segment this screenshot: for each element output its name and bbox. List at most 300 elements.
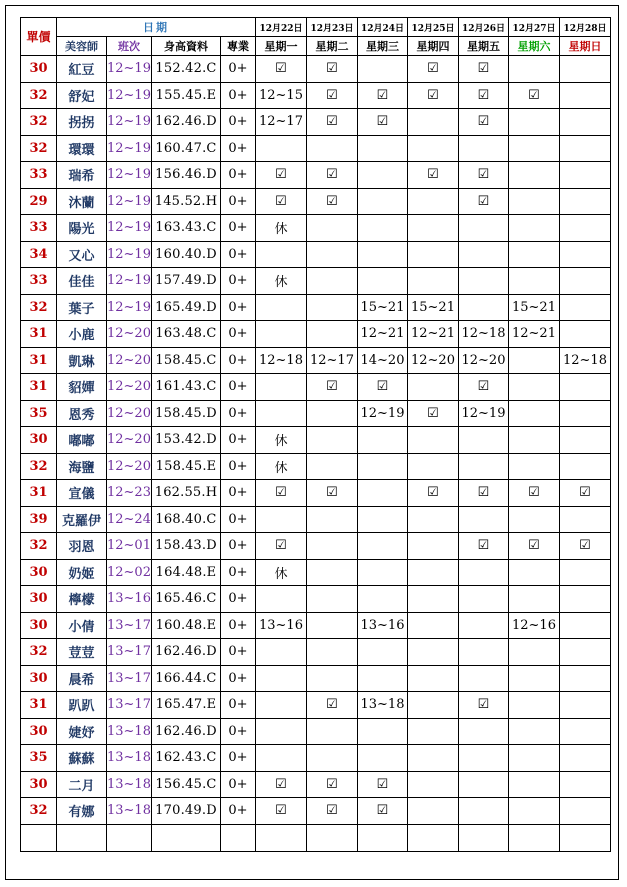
day-cell	[509, 427, 560, 454]
day-cell	[256, 506, 307, 533]
table-row	[21, 586, 611, 613]
pro-cell: 0+	[221, 745, 256, 772]
day-cell: 休	[256, 427, 307, 454]
beautician-name: 宣儀	[57, 480, 107, 507]
day-cell	[509, 665, 560, 692]
day-cell	[307, 294, 358, 321]
day-cell	[459, 559, 509, 586]
shift-cell: 12~01	[107, 533, 152, 560]
day-cell	[560, 453, 611, 480]
day-cell	[307, 745, 358, 772]
day-cell: ☑	[459, 533, 509, 560]
stats-cell: 153.42.D	[152, 427, 221, 454]
day-cell: 12~19	[358, 400, 408, 427]
beautician-name: 環環	[57, 135, 107, 162]
day-cell	[509, 400, 560, 427]
pro-cell: 0+	[221, 533, 256, 560]
pro-cell: 0+	[221, 56, 256, 83]
day-cell	[560, 188, 611, 215]
table-row	[21, 188, 611, 215]
table-row	[21, 427, 611, 454]
day-cell	[358, 56, 408, 83]
day-cell	[459, 586, 509, 613]
price-cell: 39	[21, 506, 57, 533]
day-cell	[408, 692, 459, 719]
stats-cell: 157.49.D	[152, 268, 221, 295]
day-cell	[408, 109, 459, 136]
day-cell	[560, 586, 611, 613]
day-cell: 13~16	[256, 612, 307, 639]
table-row	[21, 453, 611, 480]
pro-cell: 0+	[221, 771, 256, 798]
price-cell: 35	[21, 400, 57, 427]
day-cell	[560, 559, 611, 586]
price-cell: 31	[21, 480, 57, 507]
day-cell: ☑	[256, 533, 307, 560]
table-row	[21, 135, 611, 162]
shift-cell: 12~19	[107, 135, 152, 162]
beautician-name: 荳荳	[57, 639, 107, 666]
day-cell: ☑	[408, 82, 459, 109]
pro-cell: 0+	[221, 665, 256, 692]
price-cell: 30	[21, 718, 57, 745]
stats-cell: 162.46.D	[152, 718, 221, 745]
stats-cell: 170.49.D	[152, 798, 221, 825]
date-header: 日期	[57, 18, 256, 37]
date-col-1: 12月22日	[256, 18, 307, 37]
price-cell: 31	[21, 692, 57, 719]
day-cell: ☑	[358, 374, 408, 401]
shift-cell: 12~20	[107, 427, 152, 454]
pro-cell: 0+	[221, 294, 256, 321]
day-cell	[358, 718, 408, 745]
empty-cell	[307, 824, 358, 851]
day-cell	[307, 241, 358, 268]
day-cell	[509, 798, 560, 825]
day-cell: ☑	[408, 400, 459, 427]
table-row	[21, 109, 611, 136]
pro-cell: 0+	[221, 321, 256, 348]
beautician-name: 海鹽	[57, 453, 107, 480]
price-header: 單價	[21, 18, 57, 56]
day-cell: ☑	[358, 798, 408, 825]
table-row	[21, 56, 611, 83]
shift-cell: 12~19	[107, 109, 152, 136]
table-row	[21, 347, 611, 374]
day-cell	[509, 745, 560, 772]
shift-cell: 12~19	[107, 82, 152, 109]
day-cell: ☑	[256, 56, 307, 83]
day-cell	[509, 771, 560, 798]
day-cell: 14~20	[358, 347, 408, 374]
table-row	[21, 400, 611, 427]
weekday-tue: 星期二	[307, 37, 358, 56]
stats-cell: 165.46.C	[152, 586, 221, 613]
day-cell	[509, 453, 560, 480]
day-cell	[408, 453, 459, 480]
day-cell: ☑	[307, 188, 358, 215]
beautician-name: 小鹿	[57, 321, 107, 348]
date-col-3: 12月24日	[358, 18, 408, 37]
day-cell	[408, 639, 459, 666]
table-row	[21, 745, 611, 772]
beautician-name: 瑞希	[57, 162, 107, 189]
day-cell: ☑	[408, 56, 459, 83]
pro-cell: 0+	[221, 612, 256, 639]
price-cell: 34	[21, 241, 57, 268]
pro-cell: 0+	[221, 506, 256, 533]
day-cell	[307, 612, 358, 639]
pro-cell: 0+	[221, 109, 256, 136]
day-cell: ☑	[307, 771, 358, 798]
day-cell	[408, 771, 459, 798]
stats-cell: 158.45.E	[152, 453, 221, 480]
price-cell: 32	[21, 533, 57, 560]
day-cell	[307, 586, 358, 613]
day-cell	[256, 692, 307, 719]
empty-cell	[459, 824, 509, 851]
day-cell	[459, 135, 509, 162]
day-cell: ☑	[459, 692, 509, 719]
shift-cell: 12~19	[107, 215, 152, 242]
day-cell	[560, 771, 611, 798]
beautician-name: 羽恩	[57, 533, 107, 560]
weekday-sun: 星期日	[560, 37, 611, 56]
table-row	[21, 82, 611, 109]
stats-cell: 160.40.D	[152, 241, 221, 268]
stats-cell: 162.43.C	[152, 745, 221, 772]
day-cell: 12~17	[307, 347, 358, 374]
day-cell	[358, 188, 408, 215]
day-cell: ☑	[459, 162, 509, 189]
price-cell: 31	[21, 347, 57, 374]
shift-cell: 12~20	[107, 374, 152, 401]
day-cell: ☑	[358, 109, 408, 136]
day-cell: 休	[256, 559, 307, 586]
price-cell: 35	[21, 745, 57, 772]
day-cell: ☑	[307, 374, 358, 401]
beautician-name: 蘇蘇	[57, 745, 107, 772]
table-row	[21, 374, 611, 401]
stats-cell: 165.49.D	[152, 294, 221, 321]
pro-cell: 0+	[221, 692, 256, 719]
shift-cell: 12~19	[107, 241, 152, 268]
beautician-name: 又心	[57, 241, 107, 268]
stats-cell: 160.47.C	[152, 135, 221, 162]
stats-cell: 164.48.E	[152, 559, 221, 586]
shift-cell: 13~17	[107, 665, 152, 692]
day-cell: ☑	[256, 798, 307, 825]
day-cell	[307, 400, 358, 427]
day-cell: 休	[256, 268, 307, 295]
price-cell: 33	[21, 162, 57, 189]
table-row	[21, 506, 611, 533]
price-cell: 32	[21, 639, 57, 666]
beautician-name: 二月	[57, 771, 107, 798]
day-cell: ☑	[408, 162, 459, 189]
day-cell	[509, 268, 560, 295]
day-cell: ☑	[307, 162, 358, 189]
day-cell	[408, 374, 459, 401]
day-cell	[560, 268, 611, 295]
day-cell: ☑	[459, 188, 509, 215]
day-cell: 15~21	[509, 294, 560, 321]
day-cell	[358, 453, 408, 480]
shift-cell: 12~19	[107, 188, 152, 215]
price-cell: 30	[21, 559, 57, 586]
stats-cell: 156.45.C	[152, 771, 221, 798]
weekday-wed: 星期三	[358, 37, 408, 56]
day-cell	[509, 215, 560, 242]
day-cell	[408, 586, 459, 613]
day-cell: ☑	[408, 480, 459, 507]
day-cell: 13~18	[358, 692, 408, 719]
day-cell	[459, 639, 509, 666]
beautician-name: 沐蘭	[57, 188, 107, 215]
pro-cell: 0+	[221, 400, 256, 427]
day-cell: 12~18	[256, 347, 307, 374]
pro-cell: 0+	[221, 241, 256, 268]
shift-cell: 12~02	[107, 559, 152, 586]
schedule-table	[20, 17, 611, 852]
empty-cell	[107, 824, 152, 851]
day-cell	[408, 268, 459, 295]
price-cell: 32	[21, 135, 57, 162]
day-cell	[358, 162, 408, 189]
day-cell: 12~19	[459, 400, 509, 427]
day-cell: 13~16	[358, 612, 408, 639]
day-cell: ☑	[256, 162, 307, 189]
day-cell	[560, 400, 611, 427]
beautician-name: 晨希	[57, 665, 107, 692]
day-cell: ☑	[459, 82, 509, 109]
day-cell: ☑	[459, 109, 509, 136]
empty-cell	[560, 824, 611, 851]
shift-cell: 13~17	[107, 612, 152, 639]
day-cell	[358, 506, 408, 533]
day-cell	[256, 241, 307, 268]
beautician-name: 婕妤	[57, 718, 107, 745]
day-cell	[256, 400, 307, 427]
pro-cell: 0+	[221, 586, 256, 613]
day-cell	[307, 135, 358, 162]
day-cell	[560, 639, 611, 666]
empty-cell	[408, 824, 459, 851]
beautician-name: 舒妃	[57, 82, 107, 109]
day-cell	[560, 321, 611, 348]
day-cell	[560, 374, 611, 401]
date-col-7: 12月28日	[560, 18, 611, 37]
day-cell	[509, 639, 560, 666]
table-row	[21, 692, 611, 719]
day-cell	[307, 559, 358, 586]
beautician-header: 美容師	[57, 37, 107, 56]
pro-cell: 0+	[221, 798, 256, 825]
beautician-name: 小倩	[57, 612, 107, 639]
shift-cell: 12~19	[107, 294, 152, 321]
day-cell	[408, 533, 459, 560]
day-cell	[307, 453, 358, 480]
stats-cell: 145.52.H	[152, 188, 221, 215]
empty-cell	[256, 824, 307, 851]
day-cell	[459, 718, 509, 745]
day-cell	[459, 215, 509, 242]
day-cell	[256, 586, 307, 613]
day-cell	[459, 665, 509, 692]
day-cell	[560, 215, 611, 242]
empty-cell	[358, 824, 408, 851]
day-cell: ☑	[459, 374, 509, 401]
stats-cell: 152.42.C	[152, 56, 221, 83]
day-cell	[408, 745, 459, 772]
day-cell	[256, 135, 307, 162]
beautician-name: 葉子	[57, 294, 107, 321]
stats-cell: 163.43.C	[152, 215, 221, 242]
beautician-name: 有娜	[57, 798, 107, 825]
day-cell	[560, 82, 611, 109]
schedule-body	[21, 56, 611, 852]
table-row	[21, 798, 611, 825]
beautician-name: 貂嬋	[57, 374, 107, 401]
day-cell: ☑	[509, 82, 560, 109]
pro-cell: 0+	[221, 639, 256, 666]
stats-cell: 161.43.C	[152, 374, 221, 401]
day-cell: 12~15	[256, 82, 307, 109]
shift-header: 班次	[107, 37, 152, 56]
day-cell	[408, 612, 459, 639]
shift-cell: 12~20	[107, 400, 152, 427]
pro-cell: 0+	[221, 453, 256, 480]
stats-cell: 158.43.D	[152, 533, 221, 560]
day-cell	[408, 798, 459, 825]
day-cell: ☑	[256, 480, 307, 507]
day-cell	[560, 506, 611, 533]
day-cell	[560, 665, 611, 692]
shift-cell: 12~19	[107, 268, 152, 295]
day-cell	[560, 692, 611, 719]
shift-cell: 13~18	[107, 771, 152, 798]
shift-cell: 12~20	[107, 347, 152, 374]
empty-cell	[509, 824, 560, 851]
day-cell	[459, 453, 509, 480]
stats-cell: 162.46.D	[152, 109, 221, 136]
pro-cell: 0+	[221, 82, 256, 109]
day-cell	[509, 718, 560, 745]
shift-cell: 13~18	[107, 718, 152, 745]
day-cell	[358, 639, 408, 666]
price-cell: 33	[21, 215, 57, 242]
day-cell	[459, 745, 509, 772]
shift-cell: 12~20	[107, 321, 152, 348]
table-row	[21, 268, 611, 295]
day-cell	[408, 241, 459, 268]
stats-cell: 158.45.D	[152, 400, 221, 427]
day-cell	[509, 109, 560, 136]
day-cell	[408, 135, 459, 162]
day-cell: ☑	[256, 771, 307, 798]
day-cell: 12~20	[408, 347, 459, 374]
day-cell	[307, 639, 358, 666]
day-cell	[256, 294, 307, 321]
table-row	[21, 639, 611, 666]
price-cell: 33	[21, 268, 57, 295]
day-cell	[560, 241, 611, 268]
day-cell: 12~20	[459, 347, 509, 374]
date-col-4: 12月25日	[408, 18, 459, 37]
day-cell	[358, 241, 408, 268]
price-cell: 32	[21, 294, 57, 321]
day-cell	[459, 506, 509, 533]
table-row	[21, 665, 611, 692]
day-cell: ☑	[256, 188, 307, 215]
day-cell: ☑	[509, 480, 560, 507]
day-cell	[307, 321, 358, 348]
day-cell	[509, 692, 560, 719]
day-cell: ☑	[459, 56, 509, 83]
shift-cell: 12~19	[107, 56, 152, 83]
weekday-sat: 星期六	[509, 37, 560, 56]
price-cell: 32	[21, 798, 57, 825]
day-cell: ☑	[307, 798, 358, 825]
day-cell	[358, 586, 408, 613]
day-cell: 休	[256, 215, 307, 242]
day-cell	[560, 745, 611, 772]
date-col-6: 12月27日	[509, 18, 560, 37]
day-cell	[256, 745, 307, 772]
day-cell	[408, 188, 459, 215]
beautician-name: 嘟嘟	[57, 427, 107, 454]
shift-cell: 12~24	[107, 506, 152, 533]
pro-cell: 0+	[221, 427, 256, 454]
day-cell	[459, 294, 509, 321]
price-cell: 30	[21, 586, 57, 613]
stats-cell: 165.47.E	[152, 692, 221, 719]
day-cell	[509, 162, 560, 189]
day-cell	[560, 798, 611, 825]
stats-cell: 156.46.D	[152, 162, 221, 189]
table-row	[21, 612, 611, 639]
day-cell	[358, 215, 408, 242]
stats-cell: 162.55.H	[152, 480, 221, 507]
stats-cell: 162.46.D	[152, 639, 221, 666]
stats-cell: 160.48.E	[152, 612, 221, 639]
beautician-name: 恩秀	[57, 400, 107, 427]
day-cell: 15~21	[358, 294, 408, 321]
weekday-fri: 星期五	[459, 37, 509, 56]
price-cell: 30	[21, 427, 57, 454]
pro-cell: 0+	[221, 347, 256, 374]
table-row	[21, 533, 611, 560]
day-cell	[408, 665, 459, 692]
day-cell: ☑	[358, 82, 408, 109]
day-cell	[560, 56, 611, 83]
empty-cell	[57, 824, 107, 851]
day-cell	[307, 215, 358, 242]
pro-cell: 0+	[221, 215, 256, 242]
beautician-name: 趴趴	[57, 692, 107, 719]
day-cell	[509, 135, 560, 162]
table-row	[21, 480, 611, 507]
day-cell	[307, 268, 358, 295]
day-cell	[560, 109, 611, 136]
shift-cell: 13~18	[107, 745, 152, 772]
day-cell: ☑	[307, 692, 358, 719]
day-cell	[560, 612, 611, 639]
table-row	[21, 718, 611, 745]
day-cell	[256, 718, 307, 745]
beautician-name: 陽光	[57, 215, 107, 242]
day-cell: 12~21	[408, 321, 459, 348]
